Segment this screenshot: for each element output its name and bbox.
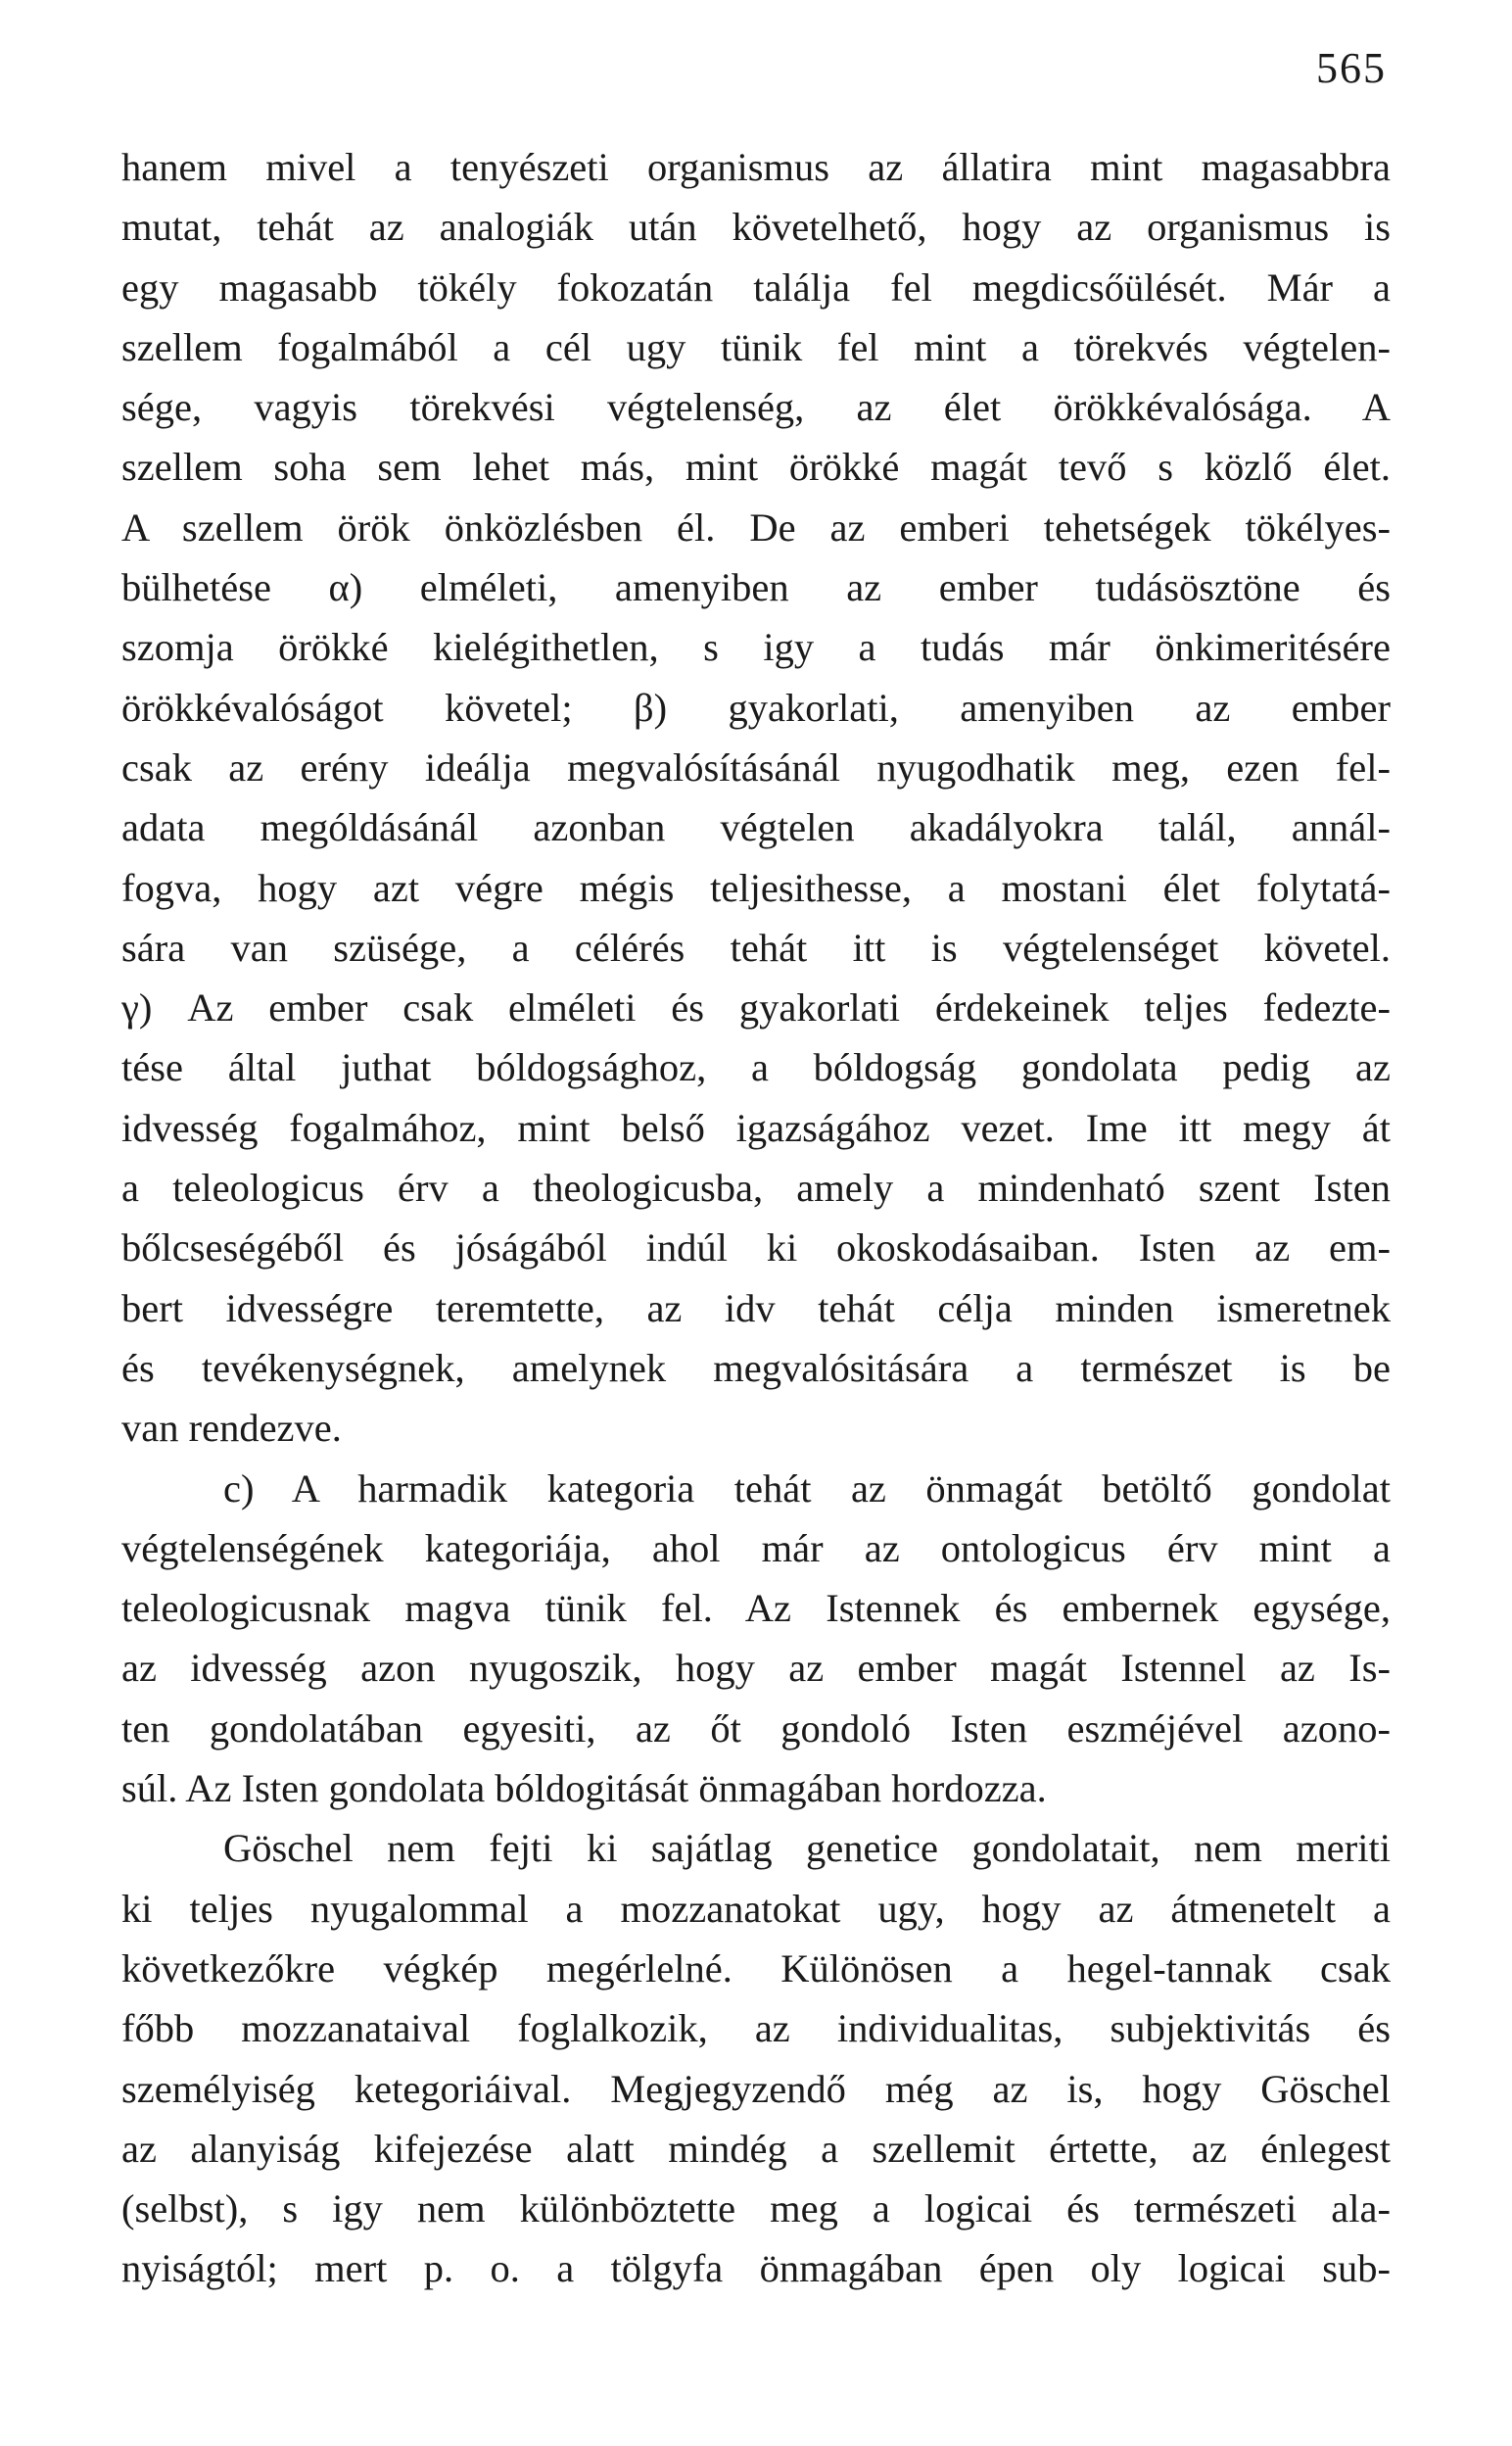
text-line: sége, vagyis törekvési végtelenség, az élet örökkévalósága. A — [121, 385, 1391, 430]
text-line: és tevékenységnek, amelynek megvalósitására a természet is be — [121, 1345, 1391, 1390]
text-line: örökkévalóságot követel; β) gyakorlati, amenyiben az ember — [121, 685, 1391, 730]
text-line: bert idvességre teremtette, az idv tehát célja minden ismeretnek — [121, 1285, 1391, 1330]
text-line: tése által juthat bóldogsághoz, a bóldogság gondolata pedig az — [121, 1045, 1391, 1090]
text-line: csak az erény ideálja megvalósításánál nyugodhatik meg, ezen fel- — [121, 744, 1391, 790]
text-line: szellem soha sem lehet más, mint örökké magát tevő s közlő élet. — [121, 445, 1391, 490]
text-line: bőlcseségéből és jóságából indúl ki okoskodásaiban. Isten az em- — [121, 1225, 1391, 1271]
text-line: súl. Az Isten gondolata bóldogitását önmagában hordozza. — [121, 1766, 1047, 1811]
text-line: egy magasabb tökély fokozatán találja fel megdicsőülését. Már a — [121, 264, 1391, 310]
text-line: ki teljes nyugalommal a mozzanatokat ugy, hogy az átmenetelt a — [121, 1886, 1391, 1931]
text-line: végtelenségének kategoriája, ahol már az ontologicus érv mint a — [121, 1525, 1391, 1570]
text-line: hanem mivel a tenyészeti organismus az állatira mint magasabbra — [121, 145, 1391, 189]
text-line: következőkre végkép megérlelné. Különösen a hegel-tannak csak — [121, 1945, 1391, 1990]
text-line: az alanyiság kifejezése alatt mindég a szellemit értette, az énlegest — [121, 2126, 1391, 2171]
text-line: (selbst), s igy nem különböztette meg a logicai és természeti ala- — [121, 2186, 1391, 2231]
text-line: fogva, hogy azt végre mégis teljesithesse, a mostani élet folytatá- — [121, 865, 1391, 910]
text-line: idvesség fogalmához, mint belső igazságához vezet. Ime itt megy át — [121, 1105, 1391, 1150]
text-line: szellem fogalmából a cél ugy tünik fel mint a törekvés végtelen- — [121, 324, 1391, 369]
text-line: főbb mozzanataival foglalkozik, az individualitas, subjektivitás és — [121, 2006, 1391, 2051]
text-line: a teleologicus érv a theologicusba, amely a mindenható szent Isten — [121, 1166, 1391, 1211]
text-line: c) A harmadik kategoria tehát az önmagát betöltő gondolat — [223, 1465, 1391, 1511]
text-line: nyiságtól; mert p. o. a tölgyfa önmagában épen oly logicai sub- — [121, 2246, 1391, 2291]
text-line: személyiség ketegoriáival. Megjegyzendő még az is, hogy Göschel — [121, 2066, 1391, 2111]
text-line: teleologicusnak magva tünik fel. Az Istennek és embernek egysége, — [121, 1586, 1391, 1631]
text-line: γ) Az ember csak elméleti és gyakorlati érdekeinek teljes fedezte- — [121, 985, 1391, 1031]
text-line: mutat, tehát az analogiák után követelhető, hogy az organismus is — [121, 205, 1391, 250]
page-number: 565 — [1316, 44, 1387, 92]
text-line: bülhetése α) elméleti, amenyiben az ember tudásösztöne és — [121, 565, 1391, 610]
text-line: Göschel nem fejti ki sajátlag genetice gondolatait, nem meriti — [223, 1826, 1391, 1871]
text-line: sára van szüsége, a célérés tehát itt is végtelenséget követel. — [121, 925, 1391, 970]
text-line: szomja örökké kielégithetlen, s igy a tudás már önkimeritésére — [121, 625, 1391, 670]
body-text — [121, 137, 1391, 2299]
text-line: ten gondolatában egyesiti, az őt gondoló Isten eszméjével azono- — [121, 1705, 1391, 1751]
text-line: az idvesség azon nyugoszik, hogy az ember magát Istennel az Is- — [121, 1646, 1391, 1691]
text-line: van rendezve. — [121, 1406, 342, 1451]
text-line: adata mególdásánál azonban végtelen akadályokra talál, annál- — [121, 805, 1391, 850]
text-line: A szellem örök önközlésben él. De az emberi tehetségek tökélyes- — [121, 504, 1391, 550]
